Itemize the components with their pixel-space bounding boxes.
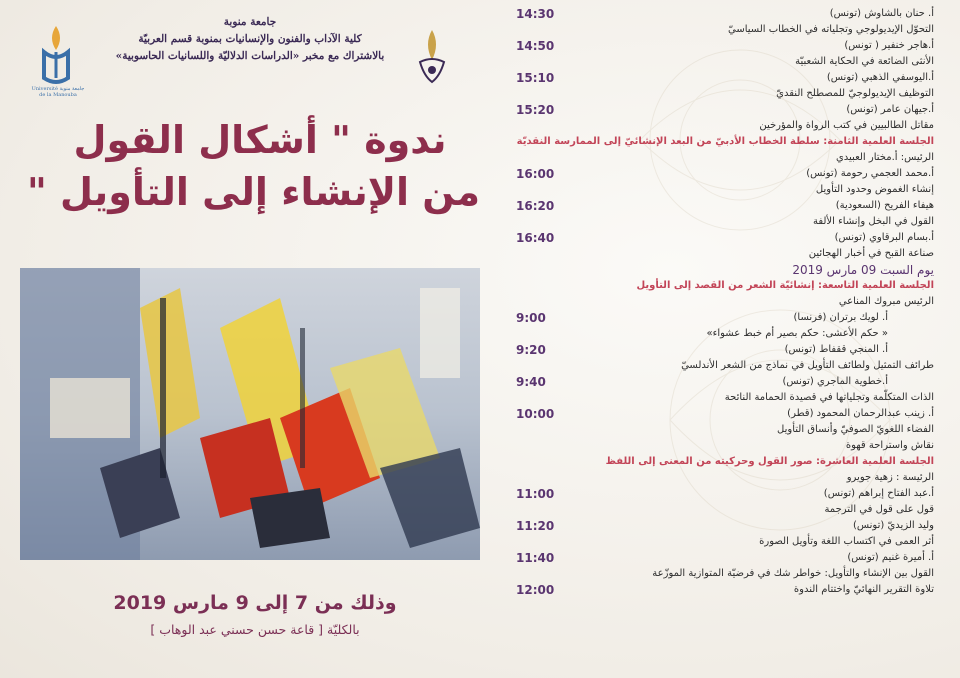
program-text: أثر العمى في اكتساب اللغة وتأويل الصورة [759,536,934,547]
program-text: مقاتل الطالبيين في كتب الرواة والمؤرخين [759,120,934,131]
event-dates: وذلك من 7 إلى 9 مارس 2019 [113,592,397,614]
program-row [516,70,934,86]
program-row [516,6,934,22]
program-row [516,438,934,454]
program-row [516,422,934,438]
program-text: أ.بسام البرقاوي (تونس) [834,232,934,243]
program-row [516,102,934,118]
program-text: « حكم الأعشى: حكم بصير أم خبط عشواء» [706,328,888,339]
program-time: 9:00 [516,311,546,325]
session-heading [516,454,934,470]
program-row [516,358,934,374]
program-row [516,182,934,198]
program-time: 14:50 [516,39,555,53]
program-row [516,534,934,550]
program-text: أ.محمد العجمي رحومة (تونس) [806,168,934,179]
program-text: الأنثى الضائعة في الحكاية الشعبيّة [795,56,934,67]
program-row [516,502,934,518]
program-text: الجلسة العلمية الثامنة: سلطة الخطاب الأدبيّ من البعد الإنشائيّ إلى الممارسة النقديّة [516,136,934,147]
program-row [516,566,934,582]
program-row [516,38,934,54]
program-time: 11:20 [516,519,555,533]
session-heading [516,134,934,150]
program-row [516,486,934,502]
program-time: 12:00 [516,583,555,597]
program-text: هيفاء الفريح (السعودية) [835,200,934,211]
program-time: 15:10 [516,71,555,85]
program-text: القول في البخل وإنشاء الألفة [812,216,934,227]
manouba-university-logo [34,22,78,86]
program-text: أ.خطوية الماجري (تونس) [782,376,888,387]
program-row [516,294,934,310]
program-text: أ. أميرة غنيم (تونس) [847,552,934,563]
program-row [516,118,934,134]
title-line-1: ندوة " أشكال القول [73,118,447,162]
program-text: صناعة القبح في أخبار الهجائين [808,248,934,259]
program-text: التوظيف الإيديولوجيّ للمصطلح النقديّ [776,88,934,99]
program-text: الذات المتكلّمة وتجلياتها في قصيدة الحمامة النائحة [724,392,934,403]
abstract-painting [20,268,480,560]
program-text: الرئيسة : زهية جويرو [846,472,934,483]
event-venue: بالكليّة [ قاعة حسن حسني عبد الوهاب ] [150,622,360,637]
program-row [516,230,934,246]
program-row [516,150,934,166]
program-text: يوم السبت 09 مارس 2019 [792,263,934,277]
program-row [516,246,934,262]
program-time: 11:40 [516,551,555,565]
program-text: القول بين الإنشاء والتأويل: خواطر شك في فرضيّة المتوازية الموزّعة [652,568,934,579]
program-text: أ.اليوسفي الذهبي (تونس) [826,72,934,83]
program-row [516,326,934,342]
program-time: 16:00 [516,167,555,181]
program-row [516,214,934,230]
program-text: أ. المنجي ققفاط (تونس) [784,344,888,355]
program-row [516,22,934,38]
program-text: قول على قول في الترجمة [824,504,934,515]
header [80,14,420,65]
program-text: أ. لويك برتران (فرنسا) [793,312,888,323]
program-text: أ. حنان بالشاوش (تونس) [829,8,934,19]
program-text: التحوّل الإيديولوجي وتجلياته في الخطاب السياسيّ [728,24,934,35]
program-row [516,198,934,214]
program-row [516,166,934,182]
program-time: 9:20 [516,343,546,357]
program-time: 14:30 [516,7,555,21]
program-text: تلاوة التقرير النهائيّ واختتام الندوة [793,584,934,595]
program-schedule [516,6,934,598]
faculty-name: كلية الآداب والفنون والإنسانيات بمنوبة قسم العربيّة [138,33,362,45]
program-time: 11:00 [516,487,555,501]
program-text: الجلسة العلمية العاشرة: صور القول وحركيته من المعنى إلى اللفظ [605,456,934,467]
program-time: 16:20 [516,199,555,213]
program-row [516,406,934,422]
program-row [516,54,934,70]
program-row [516,550,934,566]
program-text: أ.عبد الفتاح إبراهم (تونس) [823,488,934,499]
session-heading [516,278,934,294]
lab-partnership: بالاشتراك مع مخبر «الدراسات الدلاليّة واللسانيات الحاسوبية» [115,50,385,62]
day-heading [516,262,934,278]
program-time: 10:00 [516,407,555,421]
logo-caption: جامعة منوبة Université de la Manouba [31,86,85,98]
program-text: أ. زينب عبدالرحمان المحمود (قطر) [787,408,934,419]
program-text: أ.هاجر خنفير ( تونس) [844,40,934,51]
program-text: وليد الزيديّ (تونس) [853,520,934,531]
program-time: 16:40 [516,231,555,245]
program-text: الرئيس: أ.مختار العبيدي [835,152,934,163]
program-text: أ.جيهان عامر (تونس) [846,104,934,115]
program-row [516,374,934,390]
university-name: جامعة منوبة [223,16,277,28]
program-row [516,518,934,534]
program-row [516,342,934,358]
program-row [516,310,934,326]
program-text: إنشاء الغموض وحدود التأويل [815,184,934,195]
program-text: طرائف التمثيل ولطائف التأويل في نماذج من الشعر الأندلسيّ [681,360,934,371]
title-line-2: من الإنشاء إلى التأويل " [26,170,480,214]
program-row [516,390,934,406]
program-row [516,470,934,486]
program-row [516,582,934,598]
program-row [516,86,934,102]
program-time: 9:40 [516,375,546,389]
program-text: نقاش واستراحة قهوة [845,440,934,451]
program-time: 15:20 [516,103,555,117]
program-text: الفضاء اللغويّ الصوفيّ وأنساق التأويل [777,424,934,435]
program-text: الجلسة العلمية التاسعة: إنشائيّة الشعر من القصد إلى التأويل [636,280,934,291]
program-text: الرئيس مبروك المناعي [838,296,934,307]
